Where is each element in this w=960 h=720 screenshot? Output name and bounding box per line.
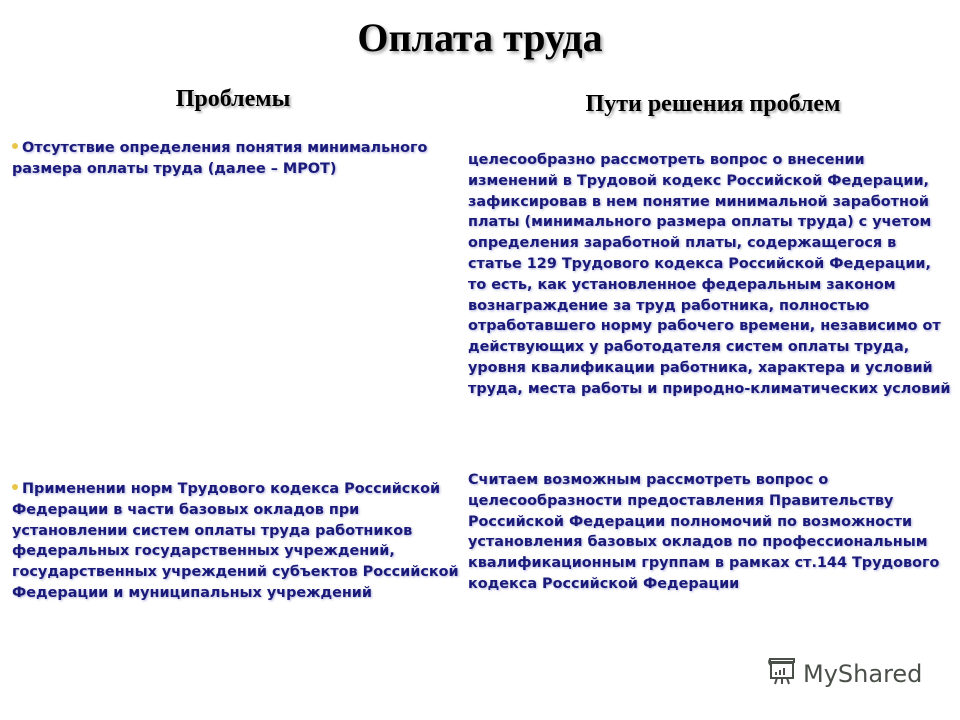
presentation-board-icon <box>767 656 797 692</box>
bullet-icon <box>12 143 18 149</box>
bullet-icon <box>12 484 18 490</box>
solution-item-2: Считаем возможным рассмотреть вопрос о целесообразности предоставления Правительству Российской Федерации полномочий по возможности установления базовых окладов по профессиональным квалификационным группам в рамках ст.144 Трудового кодекса Российской Федерации <box>468 472 940 592</box>
watermark-label: MyShared <box>803 660 923 688</box>
problem-item-2 <box>12 479 462 604</box>
solution-item-1: целесообразно рассмотреть вопрос о внесении изменений в Трудовой кодекс Российской Федерации, зафиксировав в нем понятие минимальной заработной платы (минимального размера оплаты труда) с учетом определения заработной платы, содержащегося в статье 129 Трудового кодекса Российской Федерации, то есть, как установленное федеральным законом вознаграждение за труд работника, полностью отработавшего норму рабочего времени, независимо от действующих у работодателя систем оплаты труда, уровня квалификации работника, характера и условий труда, места работы и природно-климатических условий <box>468 152 951 397</box>
problems-heading: Проблемы <box>175 86 291 112</box>
problem-item-1 <box>12 138 452 180</box>
slide-title: Оплата труда <box>357 15 603 60</box>
solutions-heading: Пути решения проблем <box>585 91 841 117</box>
watermark-logo <box>767 656 922 692</box>
problem-text-1: Отсутствие определения понятия минимального размера оплаты труда (далее – МРОТ) <box>12 140 428 177</box>
problem-text-2: Применении норм Трудового кодекса Российской Федерации в части базовых окладов при установлении систем оплаты труда работников федеральных государственных учреждений, государственных учреждений субъектов Российской Федерации и муниципальных учреждений <box>12 481 459 601</box>
